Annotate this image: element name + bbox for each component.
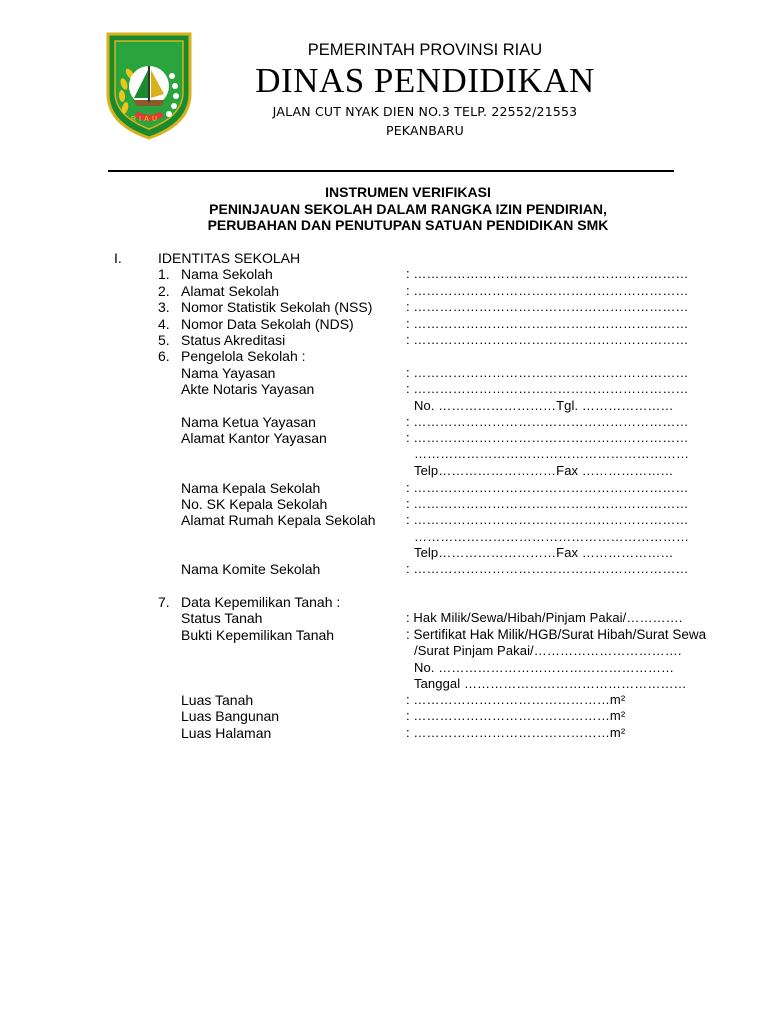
- document-title-line-1: INSTRUMEN VERIFIKASI: [325, 184, 491, 200]
- section-numeral: I.: [114, 250, 122, 266]
- item-number: 4.: [158, 316, 170, 332]
- field-label: Nama Komite Sekolah: [181, 561, 321, 577]
- form-row: [0, 299, 768, 316]
- document-title-line-2: PENINJAUAN SEKOLAH DALAM RANGKA IZIN PENDIRIAN,: [209, 201, 607, 217]
- form-row-continuation: [0, 676, 768, 693]
- form-row: [0, 348, 768, 365]
- field-label: Nama Kepala Sekolah: [181, 480, 321, 496]
- field-value[interactable]: /Surat Pinjam Pakai/…………………………….: [414, 643, 682, 658]
- field-label: Nama Sekolah: [181, 266, 273, 282]
- field-label: Pengelola Sekolah :: [181, 348, 306, 364]
- field-value[interactable]: : ………………………………………………………: [406, 561, 689, 576]
- agency-address: JALAN CUT NYAK DIEN NO.3 TELP. 22552/21553: [272, 104, 578, 119]
- item-number: 1.: [158, 266, 170, 282]
- field-label: Status Tanah: [181, 610, 263, 626]
- field-value[interactable]: : ………………………………………m²: [406, 692, 626, 707]
- field-value[interactable]: : ………………………………………………………: [406, 414, 689, 429]
- field-label: Bukti Kepemilikan Tanah: [181, 627, 335, 643]
- form-row: [0, 365, 768, 382]
- field-value[interactable]: ………………………………………………………: [414, 446, 690, 461]
- field-value[interactable]: : ………………………………………m²: [406, 708, 626, 723]
- field-label: Nomor Statistik Sekolah (NSS): [181, 299, 373, 315]
- field-label: Nama Yayasan: [181, 365, 276, 381]
- form-row-continuation: [0, 398, 768, 415]
- form-row-continuation: [0, 463, 768, 480]
- field-value[interactable]: : ………………………………………………………: [406, 365, 689, 380]
- field-value[interactable]: Tanggal ……………………………………………: [414, 676, 687, 691]
- field-value[interactable]: Telp………………………Fax …………………: [414, 463, 674, 478]
- form-row: [0, 594, 768, 611]
- form-row: [0, 414, 768, 431]
- form-row: [0, 266, 768, 283]
- field-label: Status Akreditasi: [181, 332, 286, 348]
- agency-city: PEKANBARU: [385, 123, 465, 138]
- field-label: Nomor Data Sekolah (NDS): [181, 316, 354, 332]
- form-row: [0, 561, 768, 578]
- field-value[interactable]: Telp………………………Fax …………………: [414, 545, 674, 560]
- emblem-ribbon-text: RIAU: [131, 116, 161, 123]
- document-title-line-3: PERUBAHAN DAN PENUTUPAN SATUAN PENDIDIKAN SMK: [207, 217, 609, 233]
- field-label: Luas Halaman: [181, 725, 272, 741]
- field-value[interactable]: No. ………………………………………………: [414, 660, 675, 675]
- form-row: [0, 610, 768, 627]
- item-number: 2.: [158, 283, 170, 299]
- section-title: IDENTITAS SEKOLAH: [158, 250, 301, 266]
- field-label: Alamat Kantor Yayasan: [181, 430, 327, 446]
- field-value[interactable]: : ………………………………………………………: [406, 332, 689, 347]
- form-row: [0, 316, 768, 333]
- item-number: 5.: [158, 332, 170, 348]
- form-row-continuation: [0, 545, 768, 562]
- field-label: No. SK Kepala Sekolah: [181, 496, 328, 512]
- item-number: 3.: [158, 299, 170, 315]
- form-row: [0, 480, 768, 497]
- field-value[interactable]: : ………………………………………………………: [406, 480, 689, 495]
- field-value[interactable]: : ………………………………………………………: [406, 512, 689, 527]
- form-row: [0, 692, 768, 709]
- agency-name: DINAS PENDIDIKAN: [255, 61, 595, 100]
- section-heading: [0, 250, 768, 267]
- field-value[interactable]: : ………………………………………………………: [406, 316, 689, 331]
- field-value[interactable]: : ………………………………………………………: [406, 381, 689, 396]
- form-row: [0, 627, 768, 644]
- field-value[interactable]: No. ………………………Tgl. …………………: [414, 398, 674, 413]
- field-label: Luas Tanah: [181, 692, 254, 708]
- riau-province-emblem: [106, 32, 192, 140]
- field-label: Nama Ketua Yayasan: [181, 414, 316, 430]
- field-label: Data Kepemilikan Tanah :: [181, 594, 341, 610]
- field-value[interactable]: : ………………………………………………………: [406, 496, 689, 511]
- item-number: 6.: [158, 348, 170, 364]
- field-value[interactable]: : Hak Milik/Sewa/Hibah/Pinjam Pakai/………….: [406, 610, 683, 625]
- form-row: [0, 708, 768, 725]
- form-row: [0, 725, 768, 742]
- field-value[interactable]: : ………………………………………………………: [406, 430, 689, 445]
- field-label: Luas Bangunan: [181, 708, 280, 724]
- form-row: [0, 512, 768, 529]
- form-row: [0, 430, 768, 447]
- form-row-continuation: [0, 643, 768, 660]
- field-label: Alamat Sekolah: [181, 283, 280, 299]
- form-row-continuation: [0, 529, 768, 546]
- form-row-continuation: [0, 446, 768, 463]
- field-value[interactable]: : ………………………………………………………: [406, 299, 689, 314]
- form-row: [0, 283, 768, 300]
- form-row: [0, 332, 768, 349]
- form-row: [0, 496, 768, 513]
- item-number: 7.: [158, 594, 170, 610]
- government-name: PEMERINTAH PROVINSI RIAU: [307, 41, 543, 59]
- form-row: [0, 381, 768, 398]
- field-value[interactable]: : ………………………………………………………: [406, 266, 689, 281]
- field-value[interactable]: : Sertifikat Hak Milik/HGB/Surat Hibah/Surat Sewa: [406, 627, 707, 642]
- field-label: Akte Notaris Yayasan: [181, 381, 315, 397]
- form-row-continuation: [0, 660, 768, 677]
- letterhead-divider: [108, 170, 674, 172]
- field-value[interactable]: ………………………………………………………: [414, 529, 690, 544]
- field-label: Alamat Rumah Kepala Sekolah: [181, 512, 376, 528]
- field-value[interactable]: : ………………………………………………………: [406, 283, 689, 298]
- field-value[interactable]: : ………………………………………m²: [406, 725, 626, 740]
